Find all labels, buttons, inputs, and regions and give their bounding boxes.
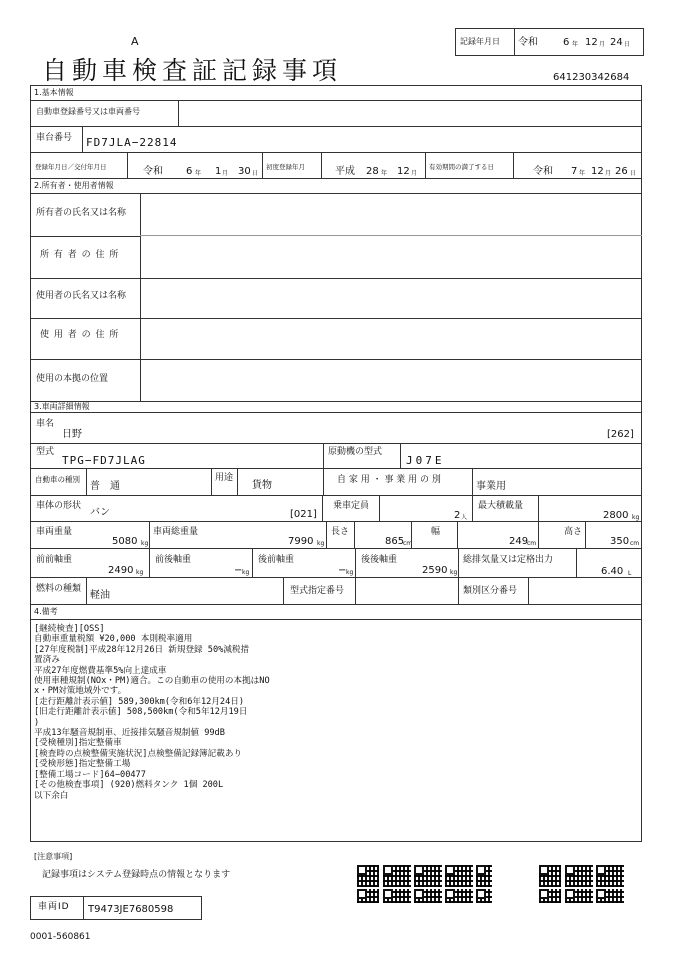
reg-date-year: 6: [186, 166, 193, 177]
expiry-month: 12: [591, 166, 604, 177]
record-date-month: 12: [585, 37, 598, 48]
model-value: TPG−FD7JLAG: [62, 454, 146, 467]
rear-rear-axle-value: 2590: [422, 565, 448, 576]
width-value: 249: [509, 536, 529, 547]
max-load-label: 最大積載量: [478, 501, 524, 511]
private-business-value: 事業用: [476, 481, 506, 492]
displacement-value: 6.40: [601, 566, 624, 577]
front-rear-axle-label: 前後軸重: [155, 555, 192, 565]
chassis-label: 車台番号: [36, 133, 73, 143]
gross-weight-label: 車両総重量: [153, 527, 199, 537]
section-vehicle-heading: 3.車両詳細情報: [34, 402, 90, 411]
reg-number-label: 自動車登録番号又は車両番号: [36, 107, 140, 116]
use-value: 貨物: [252, 480, 272, 491]
section-remarks-heading: 4.備考: [34, 607, 58, 616]
page-title: 自動車検査証記録事項: [42, 56, 343, 85]
vehicle-id-value: T9473JE7680598: [88, 904, 174, 915]
base-location-label: 使用の本拠の位置: [36, 374, 109, 384]
width-label: 幅: [431, 527, 441, 537]
model-label: 型式: [36, 447, 55, 457]
max-load-value: 2800: [603, 510, 629, 521]
remarks-text: [継続検査][OSS] 自動車重量税額 ¥20,000 本則税率適用 [27年度税制]平成28年12月26日 新規登録 50%減税措 置済み 平成27年度燃費基準5%向上達成車 使用車種規制(NOx・PM)適合。この自動車の使用の本拠はNO x・PM対策地域外です。 [走行距離計表示値] 589,300km(令和6年12月24日) [旧走行距離計表示値] 508,500km(令和5年12月19日 ) 平成13年騒音規制車、近接排気騒音規制値 99dB [受検種別]指定整備車 [検査時の点検整備実施状況]点検整備記録簿記載あり [受検形態]指定整備工場 [整備工場コード]64−00477 [その他検査事項] (920)燃料タンク 1個 200L 以下余白: [34, 624, 270, 801]
gross-weight-value: 7990: [288, 536, 314, 547]
section-basic-heading: 1.基本情報: [34, 88, 74, 97]
document-number: 641230342684: [553, 72, 630, 83]
class-number-label: 類別区分番号: [463, 586, 518, 596]
fuel-type-value: 軽油: [90, 590, 110, 601]
fuel-type-label: 燃料の種類: [36, 584, 82, 594]
corner-mark: A: [131, 35, 139, 48]
car-name-value: 日野: [62, 429, 82, 440]
expiry-era: 令和: [533, 166, 553, 177]
car-name-code: [262]: [607, 429, 634, 440]
first-reg-label: 初度登録年月: [266, 163, 305, 171]
vehicle-kind-value: 普 通: [90, 481, 120, 492]
form-number: 0001-560861: [30, 932, 91, 942]
car-name-label: 車名: [36, 419, 55, 429]
vehicle-id-label: 車両ID: [38, 902, 70, 912]
height-label: 高さ: [564, 527, 583, 537]
expiry-day: 26: [615, 166, 628, 177]
expiry-label: 有効期間の満了する日: [429, 163, 494, 171]
capacity-label: 乗車定員: [333, 501, 370, 511]
private-business-label: 自 家 用 ・ 事 業 用 の 別: [337, 475, 441, 485]
rear-front-axle-label: 後前軸重: [258, 555, 295, 565]
first-reg-year: 28: [366, 166, 379, 177]
body-shape-code: [021]: [290, 509, 317, 520]
body-shape-label: 車体の形状: [36, 501, 82, 511]
record-date-era: 令和: [518, 37, 538, 48]
front-front-axle-label: 前前軸重: [36, 555, 73, 565]
front-rear-axle-value: −: [234, 565, 243, 576]
vehicle-weight-value: 5080: [112, 536, 138, 547]
front-front-axle-value: 2490: [108, 565, 134, 576]
record-date-label: 記録年月日: [460, 37, 500, 46]
engine-model-label: 原動機の型式: [328, 447, 383, 457]
first-reg-month: 12: [397, 166, 410, 177]
first-reg-era: 平成: [335, 166, 355, 177]
notes-text: 記録事項はシステム登録時点の情報となります: [42, 870, 231, 880]
rear-front-axle-value: −: [338, 565, 347, 576]
body-shape-value: バン: [90, 507, 110, 518]
reg-date-label: 登録年月日／交付年月日: [35, 163, 107, 171]
owner-address-label: 所 有 者 の 住 所: [40, 250, 120, 260]
rear-rear-axle-label: 後後軸重: [361, 555, 398, 565]
notes-heading: [注意事項]: [34, 852, 73, 861]
engine-model-value: J07E: [406, 454, 445, 467]
reg-date-era: 令和: [143, 166, 163, 177]
expiry-year: 7: [571, 166, 578, 177]
vehicle-kind-label: 自動車の種別: [35, 475, 80, 484]
section-owner-heading: 2.所有者・使用者情報: [34, 181, 114, 190]
chassis-number: FD7JLA−22814: [86, 136, 178, 149]
record-date-year: 6: [563, 37, 570, 48]
length-value: 865: [385, 536, 405, 547]
reg-date-month: 1: [215, 166, 222, 177]
reg-date-day: 30: [238, 166, 251, 177]
user-address-label: 使 用 者 の 住 所: [40, 330, 120, 340]
displacement-label: 総排気量又は定格出力: [463, 555, 554, 565]
height-value: 350: [610, 536, 630, 547]
use-label: 用途: [215, 473, 234, 483]
record-date-day: 24: [610, 37, 623, 48]
capacity-value: 2: [454, 510, 461, 521]
type-designation-label: 型式指定番号: [290, 586, 345, 596]
user-name-label: 使用者の氏名又は名称: [36, 291, 127, 301]
owner-name-label: 所有者の氏名又は名称: [36, 208, 127, 218]
vehicle-weight-label: 車両重量: [36, 527, 73, 537]
length-label: 長さ: [331, 527, 350, 537]
